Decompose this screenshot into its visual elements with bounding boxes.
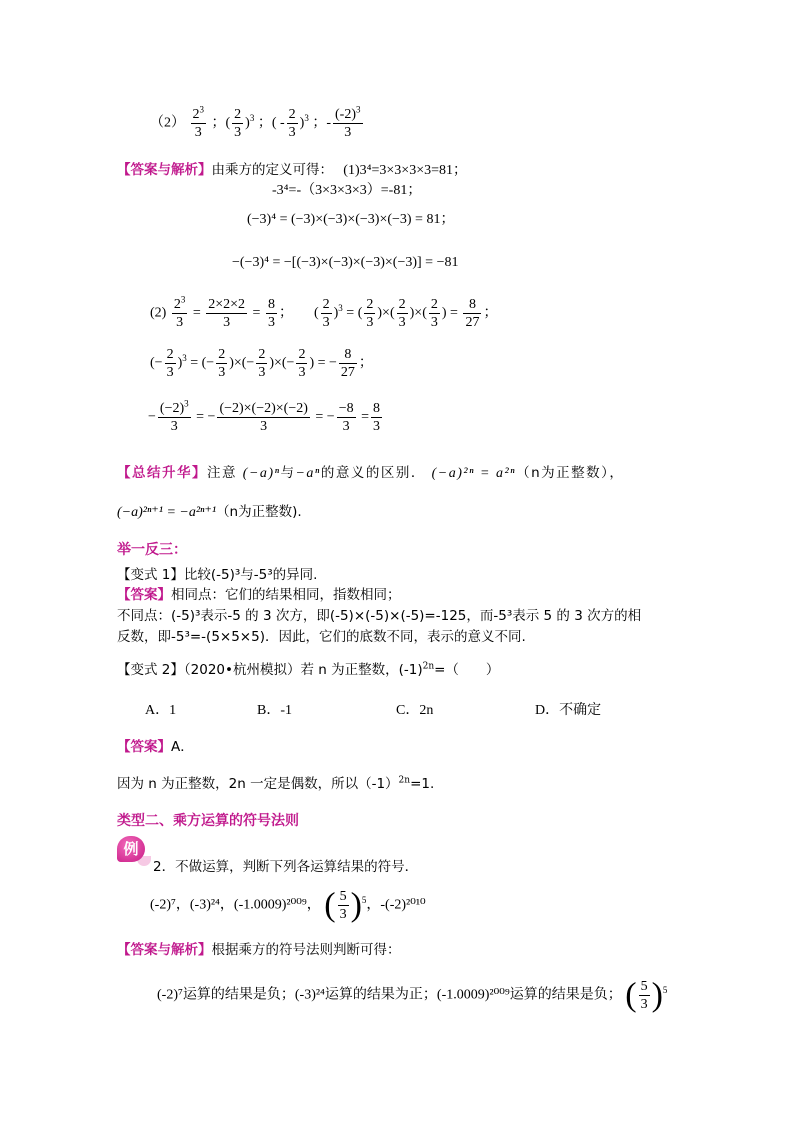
sep: ；( <box>211 115 231 131</box>
variant-tag: 【变式 1】 <box>117 567 184 583</box>
fraction: $\frac{2}{3}$ <box>298 347 306 380</box>
variant-text: 比较(-5)³与-5³的异同. <box>183 567 318 583</box>
formula: (−a)²ⁿ⁺¹ = −a²ⁿ⁺¹ <box>117 505 217 520</box>
fraction-b: $\frac{2}{3}$ <box>234 107 242 140</box>
fraction: $\frac{2}{3}$ <box>430 297 438 330</box>
answer-line-4: −(−3)⁴ = −[(−3)×(−3)×(−3)×(−3)] = −81 <box>232 255 459 270</box>
answer-analysis-1 <box>117 160 467 181</box>
variant-2-reason <box>117 774 434 794</box>
formula: (−a)ⁿ <box>242 466 281 481</box>
part2-answer-row-3: − $\frac{(-2)^3}{3}$ = − $\frac{(-2)\times(-2)\times(-2)}{3}$ = − $\frac{-8}{3}$ = $\frac{8}{3}$ <box>148 398 380 434</box>
exp: 2n <box>422 661 435 672</box>
options-row <box>0 701 794 723</box>
fraction: $\frac{2^3}{3}$ <box>173 294 186 330</box>
exp: 2n <box>398 775 411 786</box>
answer-line-3: (−3)⁴ = (−3)×(−3)×(−3)×(−3) = 81； <box>247 212 455 227</box>
summary-line-1 <box>117 463 624 484</box>
sep: ；( - <box>257 115 285 131</box>
fraction-a: $\frac{2^3}{3}$ <box>192 104 204 140</box>
example-icon <box>117 836 149 866</box>
part2-answer-row-1: (2) $\frac{2^3}{3}$ = $\frac{2\times 2\times 2}{3}$ = $\frac{8}{3}$ ； ( $\frac{2}{3}$ )$^3$ = ( $\frac{2}{3}$ )×( $\frac{2}{3}$ )×( $\frac{2}{3}$ ) = $\frac{8}{27}$ ； <box>150 294 498 330</box>
type2-expression-line <box>150 888 426 932</box>
answer-tag: 【答案】 <box>117 587 171 603</box>
part2-answer-row-2: (− $\frac{2}{3}$ )$^3$ = (− $\frac{2}{3}$ )×(− $\frac{2}{3}$ )×(− $\frac{2}{3}$ ) = − $\frac{8}{27}$ ； <box>150 347 373 380</box>
variant-2-answer <box>117 737 194 757</box>
fraction: $\frac{-8}{3}$ <box>338 401 354 434</box>
summary-text: 的意义的区别． <box>320 465 426 481</box>
fraction: $\frac{2}{3}$ <box>166 347 174 380</box>
paren-right: ) <box>350 886 362 924</box>
sep: ；- <box>312 115 332 131</box>
summary-line-2 <box>117 502 302 523</box>
fraction: $\frac{(-2)\times(-2)\times(-2)}{3}$ <box>219 401 308 434</box>
paren-left: ( <box>625 976 637 1014</box>
variant-2 <box>117 660 499 680</box>
fraction: $\frac{5}{3}$ <box>640 979 648 1012</box>
variant-text: =（ ） <box>434 662 500 678</box>
answer-text: 根据乘方的符号法则判断可得： <box>211 942 401 958</box>
fraction-c: $\frac{2}{3}$ <box>288 107 296 140</box>
example-icon-bubble: 例 <box>117 836 145 862</box>
paren: ) <box>245 115 250 131</box>
option-a[interactable]: A．1 <box>145 703 177 718</box>
type2-question: 2．不做运算，判断下列各运算结果的符号． <box>153 859 419 875</box>
answer-tag: 【答案】 <box>117 739 171 755</box>
option-c[interactable]: C．2n <box>396 703 434 718</box>
expression-text: ，-(-2)²⁰¹⁰ <box>366 897 426 913</box>
summary-tag: 【总结升华】 <box>117 465 207 481</box>
section-heading-jyfs: 举一反三： <box>117 542 187 558</box>
variant-text: （2020•杭州模拟）若 n 为正整数，(-1) <box>183 662 423 678</box>
fraction: $\frac{2}{3}$ <box>398 297 406 330</box>
option-d[interactable]: D．不确定 <box>535 703 602 718</box>
answer-line-2: -3⁴=-（3×3×3×3）=-81； <box>272 183 422 198</box>
fraction: $\frac{5}{3}$ <box>339 889 347 922</box>
result-text: (-2)⁷运算的结果是负；(-3)²⁴运算的结果为正；(-1.0009)²⁰⁰⁹运算的结果是负； <box>157 987 622 1003</box>
formula: (−a)²ⁿ = a²ⁿ <box>431 466 517 481</box>
paren: ) <box>299 115 305 131</box>
summary-text: 注意 <box>207 465 237 481</box>
fraction: $\frac{8}{3}$ <box>373 401 380 434</box>
fraction-d: $\frac{(-2)^3}{3}$ <box>335 104 361 140</box>
fraction: $\frac{(-2)^3}{3}$ <box>159 398 189 434</box>
paren-right: ) <box>651 976 663 1014</box>
fraction: $\frac{8}{27}$ <box>465 297 480 330</box>
summary-text: 与 <box>280 465 296 481</box>
formula: −aⁿ <box>295 466 321 481</box>
fraction: $\frac{2\times 2\times 2}{3}$ <box>208 297 246 330</box>
fraction: $\frac{2}{3}$ <box>258 347 266 380</box>
answer-text: 由乘方的定义可得： <box>211 162 333 178</box>
fraction: $\frac{2}{3}$ <box>322 297 330 330</box>
fraction: $\frac{2}{3}$ <box>218 347 226 380</box>
exp: 5 <box>361 895 367 906</box>
part-label: （2） <box>150 115 185 131</box>
variant-1 <box>117 565 317 585</box>
answer-tag: 【答案与解析】 <box>117 942 212 958</box>
answer-text: 相同点：它们的结果相同，指数相同； <box>171 587 401 603</box>
reason-text: 因为 n 为正整数，2n 一定是偶数，所以（-1） <box>117 776 399 792</box>
fraction: $\frac{2}{3}$ <box>366 297 374 330</box>
summary-text: （n为正整数）， <box>516 465 625 481</box>
answer-text: A． <box>171 739 194 755</box>
paren-left: ( <box>324 886 336 924</box>
answer-line-1: (1)3⁴=3×3×3×3=81； <box>343 163 467 178</box>
type2-answer <box>117 940 401 960</box>
variant-1-answer <box>117 585 401 605</box>
fraction: $\frac{8}{3}$ <box>267 297 275 330</box>
fraction: $\frac{8}{27}$ <box>340 347 355 380</box>
section-heading-type2: 类型二、乘方运算的符号法则 <box>117 813 299 829</box>
answer-tag: 【答案与解析】 <box>117 162 212 178</box>
exp: 3 <box>249 113 255 124</box>
difference-line-1: 不同点：(-5)³表示-5 的 3 次方，即(-5)×(-5)×(-5)=-125，而-5³表示 5 的 3 次方的相 <box>117 608 642 624</box>
expression-text: (-2)⁷，(-3)²⁴，(-1.0009)²⁰⁰⁹， <box>150 897 321 913</box>
exp: 5 <box>662 985 668 996</box>
difference-line-2: 反数，即-5³=-(5×5×5)．因此，它们的底数不同，表示的意义不同. <box>117 629 526 645</box>
type2-result-line <box>157 978 667 1022</box>
part2-expression-line <box>150 106 365 141</box>
reason-text: =1. <box>410 776 435 792</box>
summary-text: （n为正整数). <box>216 504 302 520</box>
part-label: (2) <box>150 305 167 321</box>
exp: 3 <box>304 113 309 124</box>
variant-tag: 【变式 2】 <box>117 662 184 678</box>
option-b[interactable]: B．-1 <box>257 703 292 718</box>
